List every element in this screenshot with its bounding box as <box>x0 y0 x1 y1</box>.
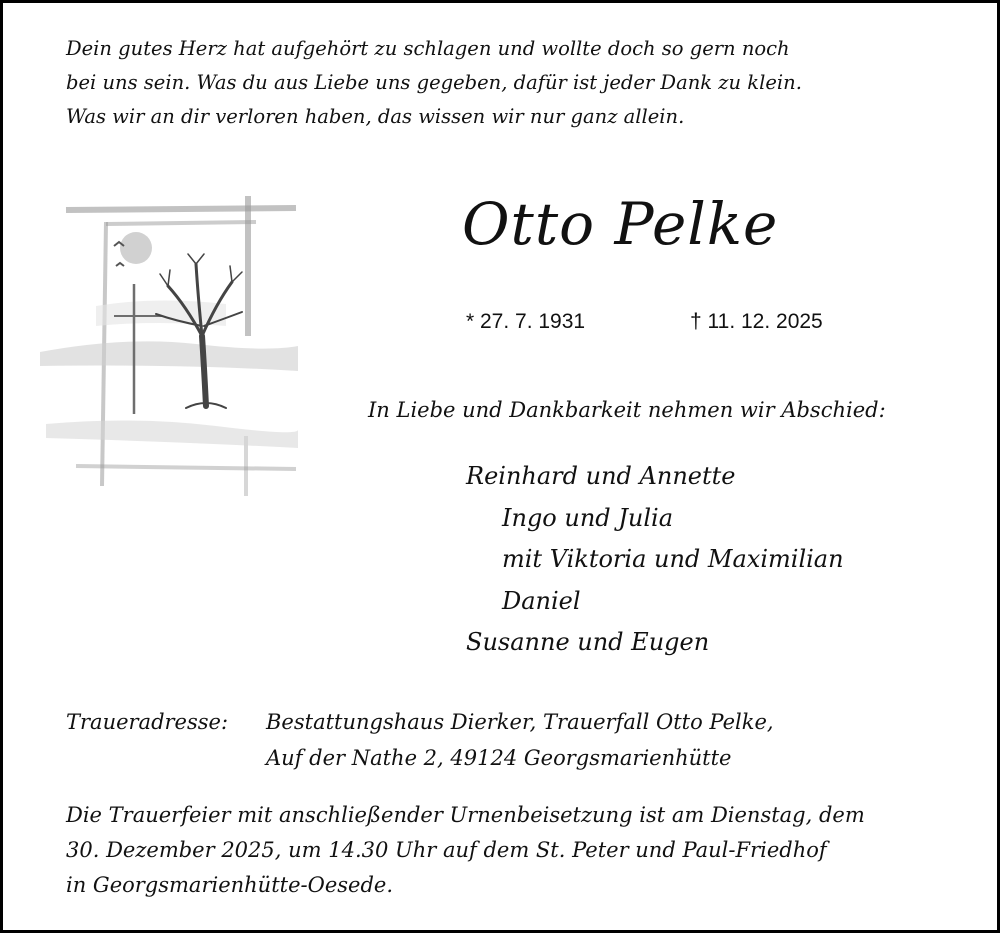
window-tree-illustration <box>36 186 306 506</box>
poem-line: Dein gutes Herz hat aufgehört zu schlagen und wollte doch so gern noch <box>66 37 790 60</box>
service-line: Die Trauerfeier mit anschließender Urnenbeisetzung ist am Dienstag, dem <box>66 803 865 827</box>
poem-line: bei uns sein. Was du aus Liebe uns gegeben, dafür ist jeder Dank zu klein. <box>66 71 802 94</box>
service-line: in Georgsmarienhütte-Oesede. <box>66 873 394 897</box>
family-member: mit Viktoria und Maximilian <box>502 545 844 573</box>
family-list <box>466 456 844 664</box>
bird-icon <box>116 263 124 266</box>
memorial-poem <box>66 32 802 134</box>
poem-line: Was wir an dir verloren haben, das wissen wir nur ganz allein. <box>66 105 685 128</box>
family-member: Susanne und Eugen <box>466 628 710 656</box>
service-info <box>66 798 865 903</box>
family-member: Ingo und Julia <box>502 503 674 532</box>
family-member: Reinhard und Annette <box>466 462 736 490</box>
address-line: Auf der Nathe 2, 49124 Georgsmarienhütte <box>266 746 732 770</box>
memorial-illustration <box>36 186 306 510</box>
address-label: Traueradresse: <box>66 710 229 734</box>
farewell-line: In Liebe und Dankbarkeit nehmen wir Abschied: <box>368 398 886 422</box>
deceased-name: Otto Pelke <box>462 190 779 258</box>
service-line: 30. Dezember 2025, um 14.30 Uhr auf dem St. Peter und Paul-Friedhof <box>66 838 827 862</box>
address-line: Bestattungshaus Dierker, Trauerfall Otto Pelke, <box>266 710 774 734</box>
moon-icon <box>120 232 152 264</box>
tree-icon <box>156 254 242 408</box>
death-date: † 11. 12. 2025 <box>690 310 823 333</box>
birth-date: * 27. 7. 1931 <box>466 310 586 333</box>
family-member: Daniel <box>502 586 581 615</box>
